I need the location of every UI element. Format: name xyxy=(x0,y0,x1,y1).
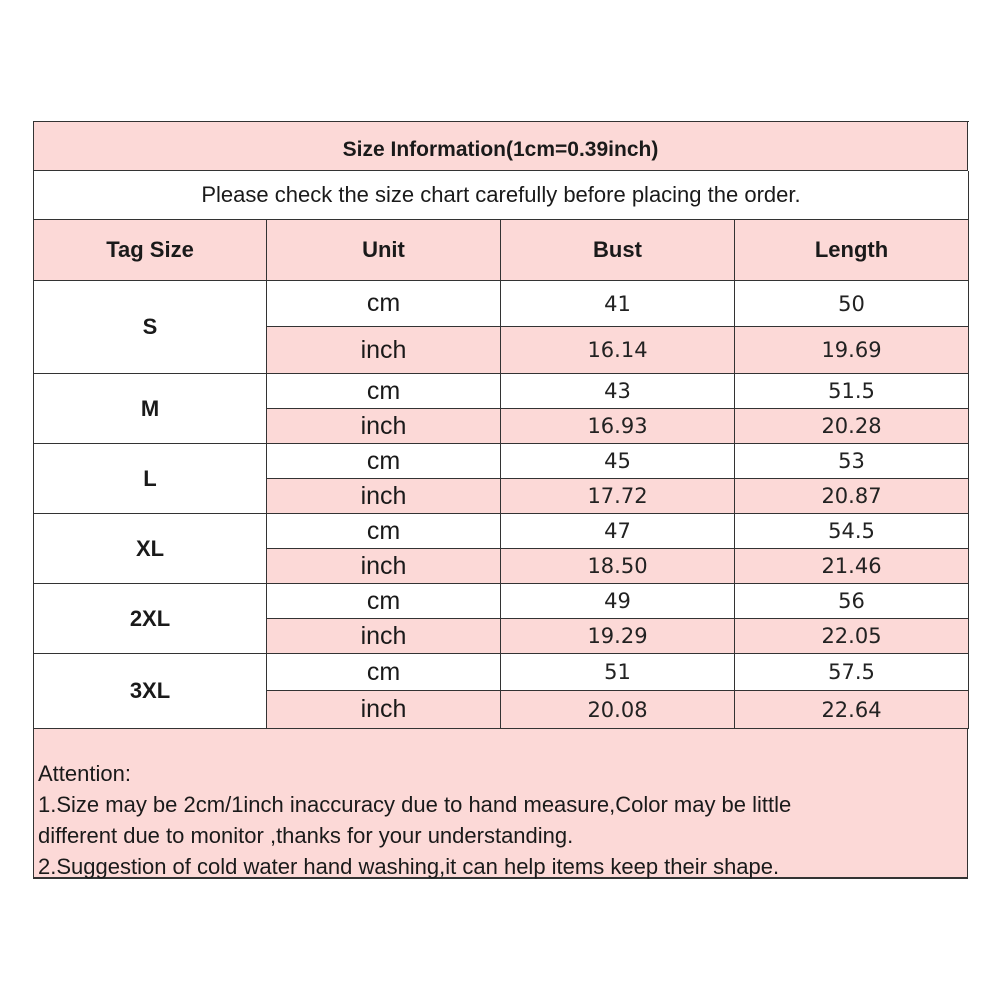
length-cell: 20.87 xyxy=(735,479,969,514)
length-cell: 19.69 xyxy=(735,327,969,374)
tag-size-cell: 2XL xyxy=(34,584,267,654)
unit-cell: inch xyxy=(267,549,501,584)
size-group-s xyxy=(34,281,969,374)
header-row xyxy=(34,220,969,281)
cm-row xyxy=(267,281,969,327)
header-length: Length xyxy=(735,220,969,281)
attention-note xyxy=(34,729,968,879)
bust-cell: 47 xyxy=(501,514,735,549)
size-group-3xl xyxy=(34,654,969,729)
size-group-2xl xyxy=(34,584,969,654)
inch-row xyxy=(267,691,969,729)
length-cell: 50 xyxy=(735,281,969,327)
inch-row xyxy=(267,619,969,654)
cm-row xyxy=(267,444,969,479)
tag-size-cell: XL xyxy=(34,514,267,584)
inch-row xyxy=(267,549,969,584)
chart-notice: Please check the size chart carefully before placing the order. xyxy=(34,171,969,220)
unit-cell: cm xyxy=(267,374,501,409)
length-cell: 56 xyxy=(735,584,969,619)
header-unit: Unit xyxy=(267,220,501,281)
unit-cell: inch xyxy=(267,619,501,654)
length-cell: 53 xyxy=(735,444,969,479)
bust-cell: 16.14 xyxy=(501,327,735,374)
inch-row xyxy=(267,409,969,444)
cm-row xyxy=(267,374,969,409)
length-cell: 22.64 xyxy=(735,691,969,729)
length-cell: 54.5 xyxy=(735,514,969,549)
tag-size-cell: S xyxy=(34,281,267,374)
bust-cell: 16.93 xyxy=(501,409,735,444)
unit-cell: cm xyxy=(267,654,501,691)
bust-cell: 18.50 xyxy=(501,549,735,584)
length-cell: 21.46 xyxy=(735,549,969,584)
bust-cell: 19.29 xyxy=(501,619,735,654)
attention-line-1: 1.Size may be 2cm/1inch inaccuracy due to hand measure,Color may be little xyxy=(38,792,792,817)
bust-cell: 20.08 xyxy=(501,691,735,729)
tag-size-cell: L xyxy=(34,444,267,514)
bust-cell: 17.72 xyxy=(501,479,735,514)
unit-cell: cm xyxy=(267,514,501,549)
size-chart-table xyxy=(33,121,969,879)
unit-cell: inch xyxy=(267,691,501,729)
chart-title: Size Information(1cm=0.39inch) xyxy=(34,122,968,171)
unit-cell: inch xyxy=(267,479,501,514)
inch-row xyxy=(267,479,969,514)
length-cell: 51.5 xyxy=(735,374,969,409)
cm-row xyxy=(267,514,969,549)
attention-line-3: 2.Suggestion of cold water hand washing,it can help items keep their shape. xyxy=(38,854,780,879)
unit-cell: cm xyxy=(267,444,501,479)
size-group-l xyxy=(34,444,969,514)
bust-cell: 51 xyxy=(501,654,735,691)
size-group-m xyxy=(34,374,969,444)
bust-cell: 41 xyxy=(501,281,735,327)
cm-row xyxy=(267,654,969,691)
unit-cell: cm xyxy=(267,584,501,619)
inch-row xyxy=(267,327,969,374)
bust-cell: 49 xyxy=(501,584,735,619)
tag-size-cell: 3XL xyxy=(34,654,267,729)
attention-heading: Attention: xyxy=(38,761,131,786)
unit-cell: inch xyxy=(267,327,501,374)
header-tag-size: Tag Size xyxy=(34,220,267,281)
length-cell: 57.5 xyxy=(735,654,969,691)
bust-cell: 45 xyxy=(501,444,735,479)
tag-size-cell: M xyxy=(34,374,267,444)
size-group-xl xyxy=(34,514,969,584)
cm-row xyxy=(267,584,969,619)
length-cell: 20.28 xyxy=(735,409,969,444)
attention-line-2: different due to monitor ,thanks for your understanding. xyxy=(38,823,574,848)
length-cell: 22.05 xyxy=(735,619,969,654)
header-bust: Bust xyxy=(501,220,735,281)
bust-cell: 43 xyxy=(501,374,735,409)
unit-cell: cm xyxy=(267,281,501,327)
unit-cell: inch xyxy=(267,409,501,444)
